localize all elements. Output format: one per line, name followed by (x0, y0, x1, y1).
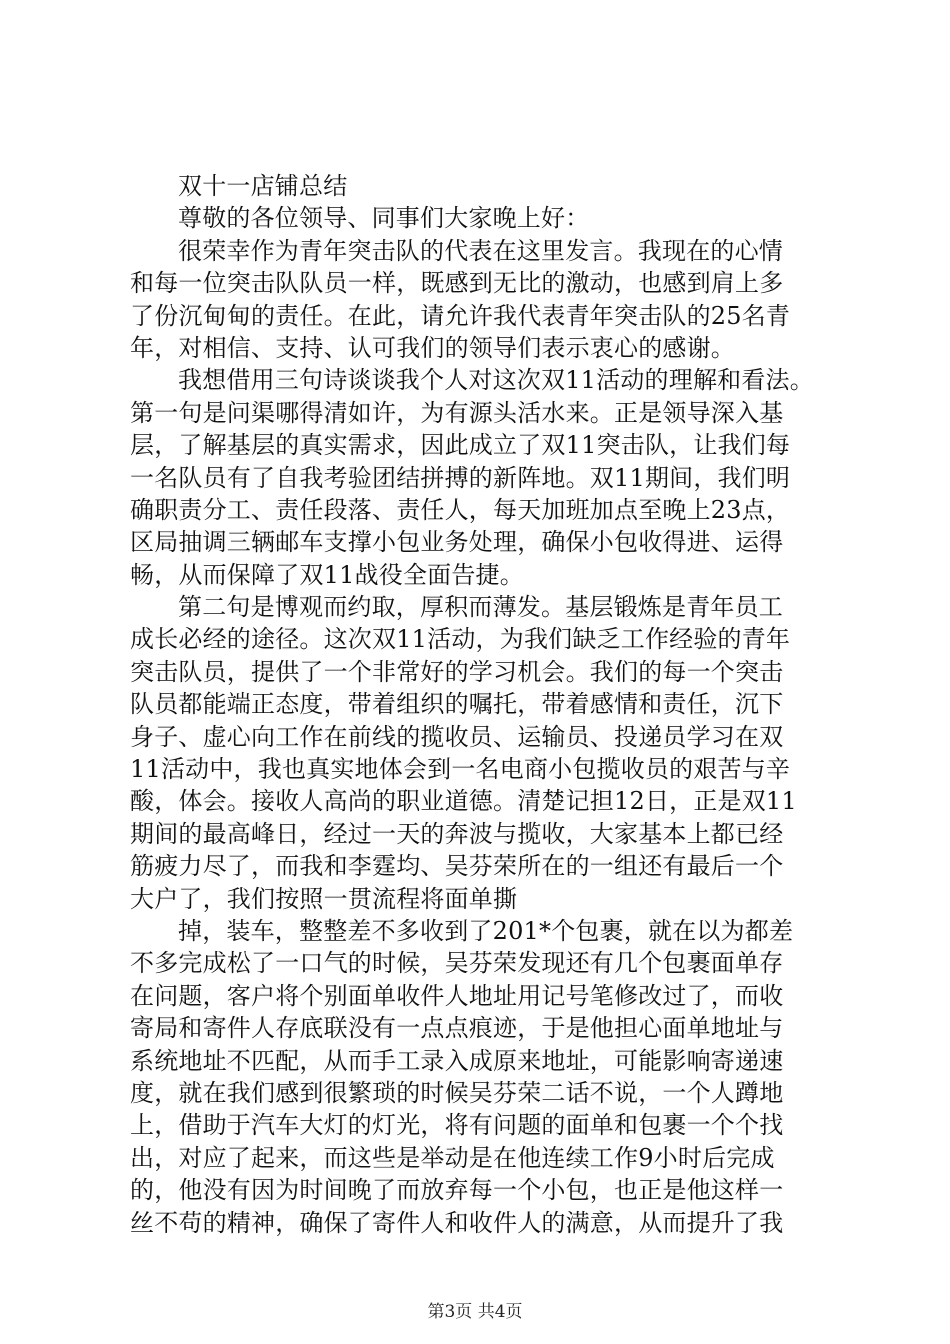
paragraph-line: 不多完成松了一口气的时候，吴芬荣发现还有几个包裹面单存 (130, 949, 784, 978)
paragraph-line: 丝不苟的精神，确保了寄件人和收件人的满意，从而提升了我 (130, 1208, 784, 1237)
paragraph-line: 出，对应了起来，而这些是举动是在他连续工作9小时后完成 (130, 1143, 775, 1172)
paragraph-line: 期间的最高峰日，经过一天的奔波与揽收，大家基本上都已经 (130, 819, 784, 848)
paragraph-line: 一名队员有了自我考验团结拼搏的新阵地。双11期间，我们明 (130, 463, 791, 492)
document-title: 双十一店铺总结 (178, 172, 348, 200)
paragraph-line: 11活动中，我也真实地体会到一名电商小包揽收员的艰苦与辛 (130, 755, 791, 784)
paragraph-line: 在问题，客户将个别面单收件人地址用记号笔修改过了，而收 (130, 981, 784, 1010)
paragraph-line: 和每一位突击队队员一样，既感到无比的激动，也感到肩上多 (130, 269, 784, 298)
paragraph-line: 度，就在我们感到很繁琐的时候吴芬荣二话不说，一个人蹲地 (130, 1078, 784, 1107)
page-number-footer: 第3页 共4页 (427, 1302, 523, 1322)
paragraph-line: 年，对相信、支持、认可我们的领导们表示衷心的感谢。 (130, 333, 735, 362)
paragraph-line: 区局抽调三辆邮车支撑小包业务处理，确保小包收得进、运得 (130, 528, 784, 557)
paragraph-line: 很荣幸作为青年突击队的代表在这里发言。我现在的心情 (178, 236, 783, 265)
document-body (130, 170, 830, 1239)
paragraph-line: 第二句是博观而约取，厚积而薄发。基层锻炼是青年员工 (178, 593, 783, 622)
paragraph-line: 掉，装车，整整差不多收到了201*个包裹，就在以为都差 (178, 916, 794, 945)
paragraph-line: 我想借用三句诗谈谈我个人对这次双11活动的理解和看法。 (178, 366, 814, 395)
paragraph-line: 第一句是问渠哪得清如许，为有源头活水来。正是领导深入基 (130, 398, 784, 427)
paragraph-line: 的，他没有因为时间晚了而放弃每一个小包，也正是他这样一 (130, 1176, 784, 1205)
paragraph-line: 队员都能端正态度，带着组织的嘱托，带着感情和责任，沉下 (130, 690, 784, 719)
paragraph-line: 畅，从而保障了双11战役全面告捷。 (130, 560, 524, 589)
paragraph-line: 系统地址不匹配，从而手工录入成原来地址，可能影响寄递速 (130, 1046, 784, 1075)
paragraph-line: 了份沉甸甸的责任。在此，请允许我代表青年突击队的25名青 (130, 301, 791, 330)
paragraph-line: 寄局和寄件人存底联没有一点点痕迹，于是他担心面单地址与 (130, 1014, 784, 1043)
paragraph-line: 酸，体会。接收人高尚的职业道德。清楚记担12日，正是双11 (130, 787, 797, 816)
paragraph-line: 成长必经的途径。这次双11活动，为我们缺乏工作经验的青年 (130, 625, 791, 654)
paragraph-line: 层，了解基层的真实需求，因此成立了双11突击队，让我们每 (130, 431, 791, 460)
paragraph-line: 确职责分工、责任段落、责任人，每天加班加点至晚上23点， (130, 495, 791, 524)
paragraph-line: 大户了，我们按照一贯流程将面单撕 (130, 884, 518, 913)
salutation-line: 尊敬的各位领导、同事们大家晚上好： (178, 204, 590, 233)
paragraph-line: 筋疲力尽了，而我和李霆均、吴芬荣所在的一组还有最后一个 (130, 852, 784, 881)
paragraph-line: 身子、虚心向工作在前线的揽收员、运输员、投递员学习在双 (130, 722, 784, 751)
paragraph-line: 突击队员，提供了一个非常好的学习机会。我们的每一个突击 (130, 657, 784, 686)
paragraph-line: 上，借助于汽车大灯的灯光，将有问题的面单和包裹一个个找 (130, 1111, 784, 1140)
